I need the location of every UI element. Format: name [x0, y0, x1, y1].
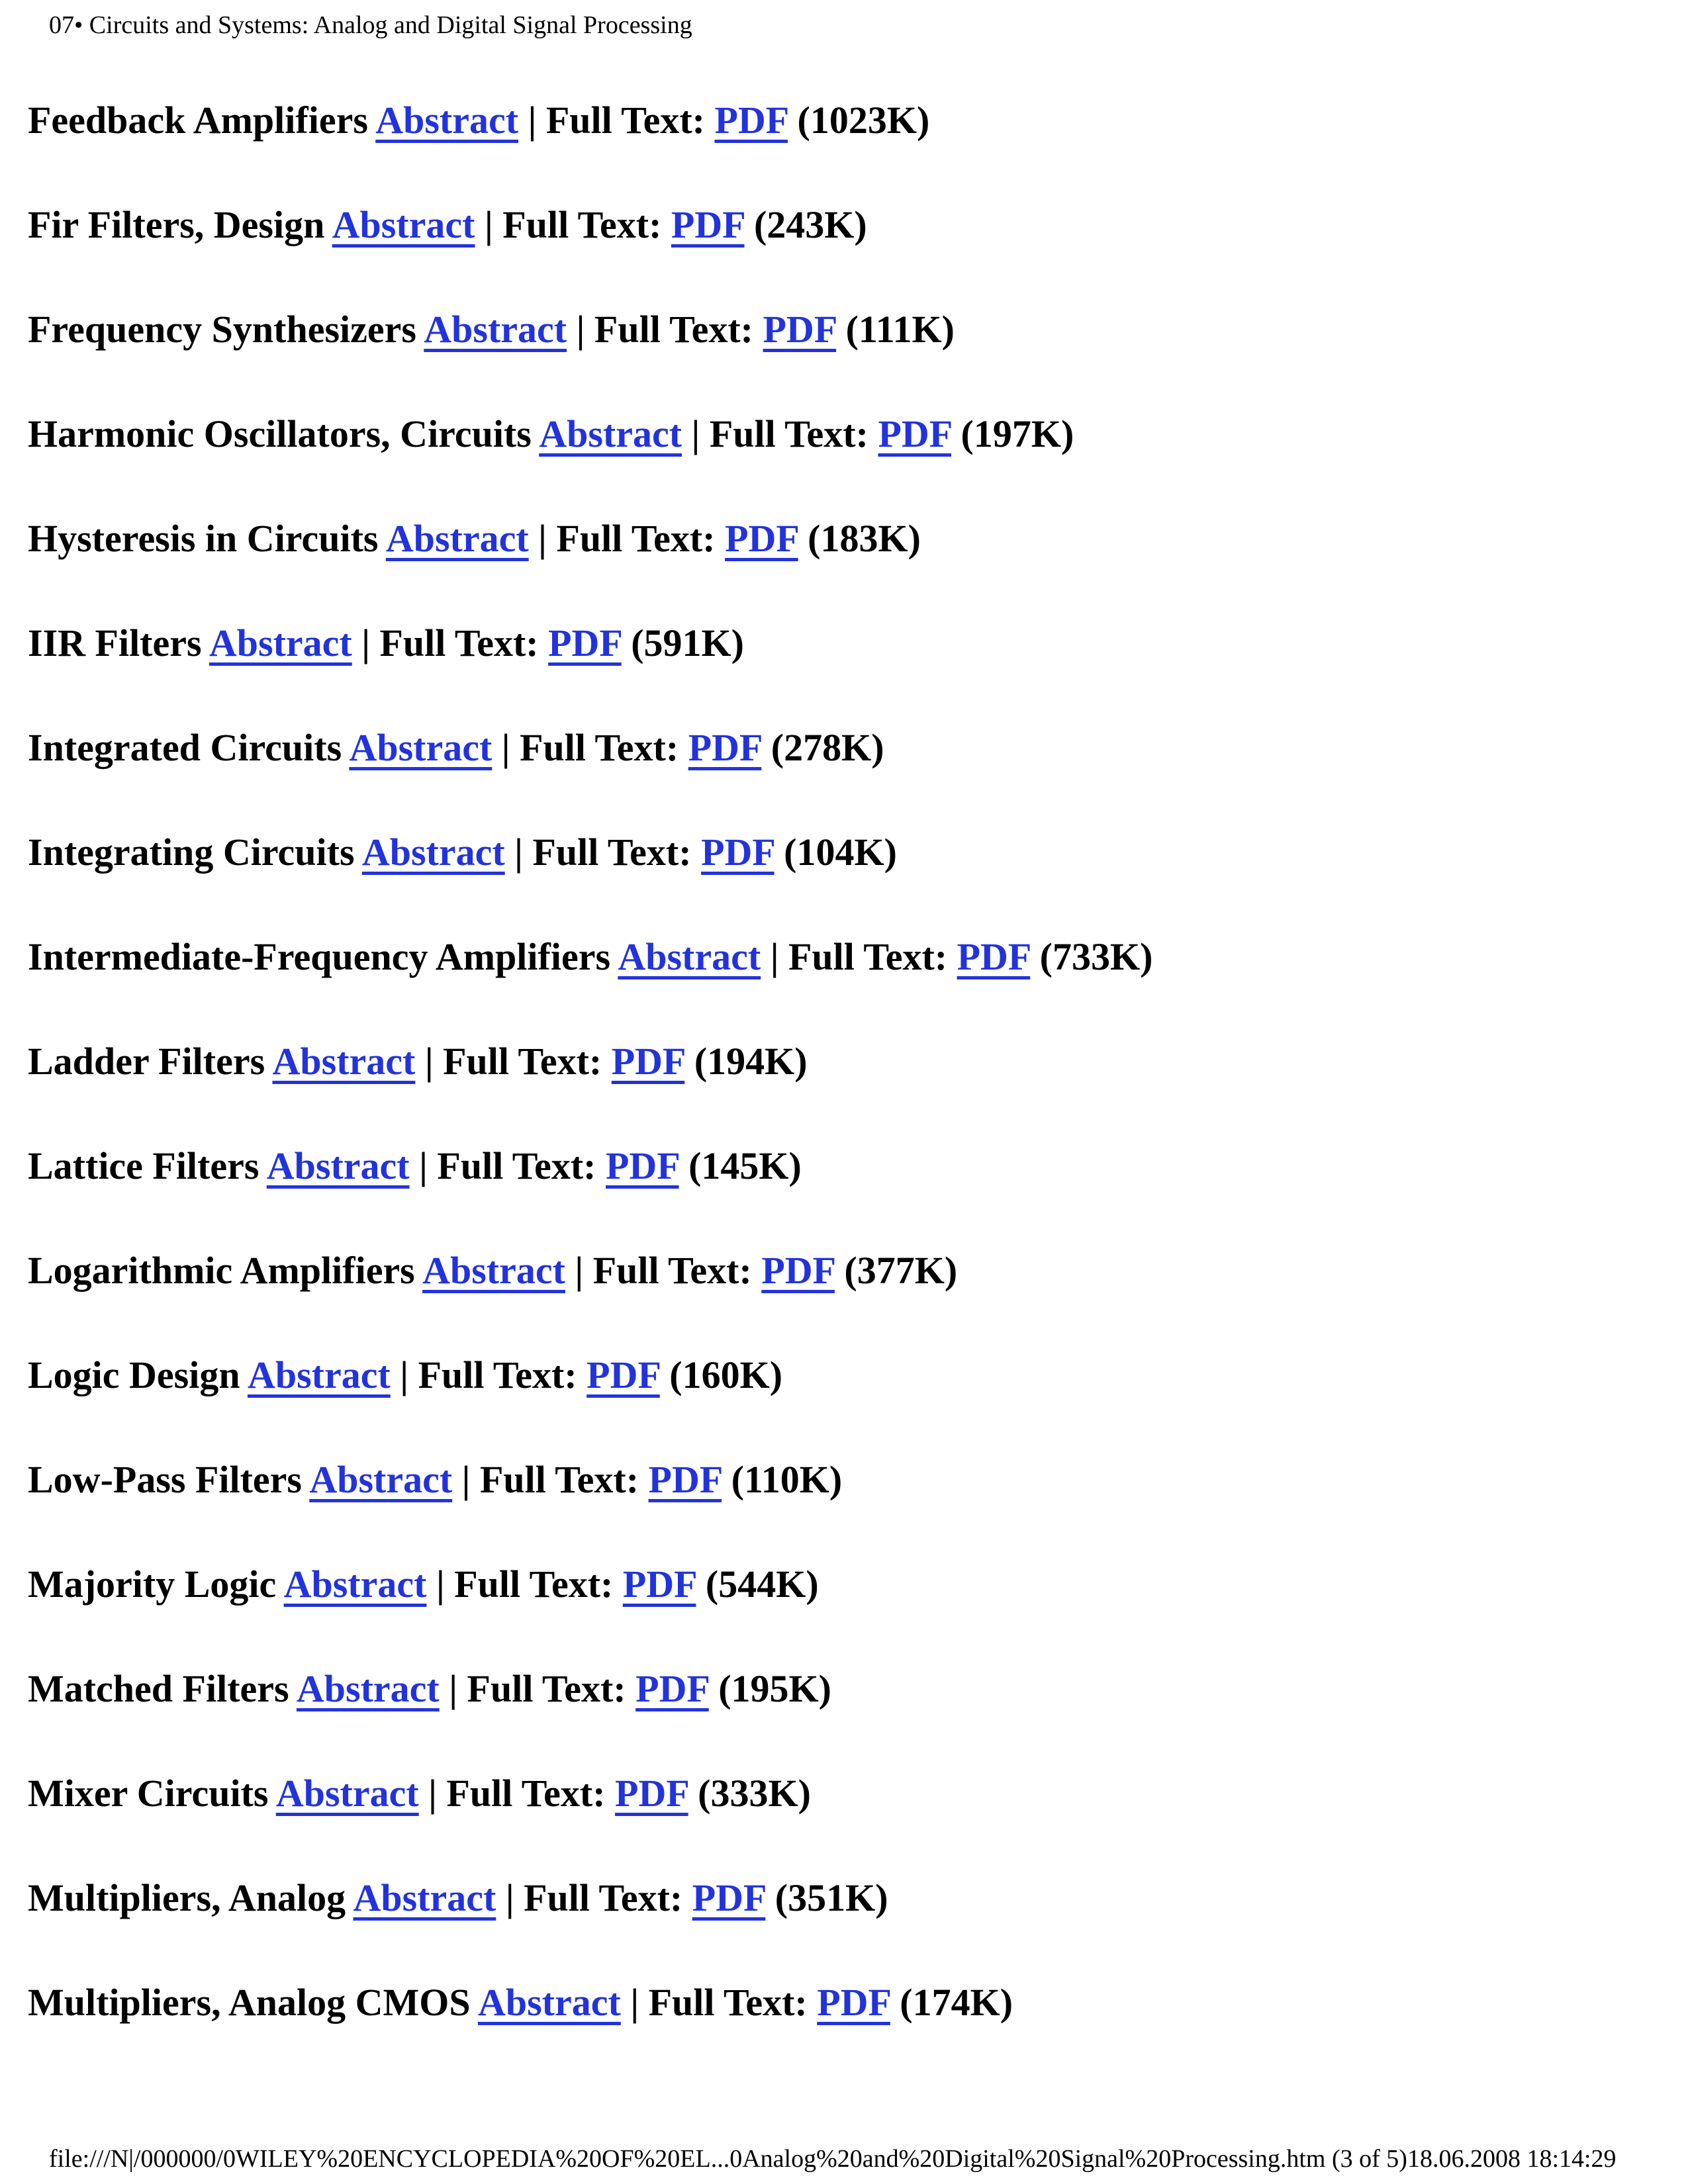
article-entry — [28, 929, 1152, 1034]
full-text-label: Full Text: — [556, 517, 716, 560]
full-text-label: Full Text: — [545, 99, 705, 142]
article-title: Logarithmic Amplifiers — [28, 1249, 415, 1292]
file-size: (195K) — [718, 1667, 831, 1710]
full-text-label: Full Text: — [524, 1876, 683, 1919]
article-entry — [28, 302, 1152, 406]
article-entry — [28, 1243, 1152, 1347]
article-title: Frequency Synthesizers — [28, 308, 416, 351]
file-size: (333K) — [698, 1772, 811, 1815]
abstract-link[interactable]: Abstract — [422, 1249, 565, 1292]
abstract-link[interactable]: Abstract — [539, 412, 682, 455]
separator: | — [400, 1353, 409, 1396]
full-text-label: Full Text: — [532, 831, 692, 874]
article-entry — [28, 1975, 1152, 2079]
abstract-link[interactable]: Abstract — [618, 935, 761, 978]
file-size: (278K) — [771, 726, 884, 769]
pdf-link[interactable]: PDF — [548, 621, 622, 664]
pdf-link[interactable]: PDF — [761, 1249, 835, 1292]
article-entry — [28, 511, 1152, 615]
pdf-link[interactable]: PDF — [714, 99, 788, 142]
file-size: (197K) — [961, 412, 1074, 455]
separator: | — [514, 831, 523, 874]
article-entry — [28, 1870, 1152, 1975]
separator: | — [770, 935, 779, 978]
separator: | — [361, 621, 370, 664]
full-text-label: Full Text: — [479, 1458, 639, 1501]
pdf-link[interactable]: PDF — [606, 1144, 679, 1187]
article-title: Lattice Filters — [28, 1144, 259, 1187]
article-title: IIR Filters — [28, 621, 202, 664]
article-title: Low-Pass Filters — [28, 1458, 302, 1501]
separator: | — [630, 1981, 639, 2024]
abstract-link[interactable]: Abstract — [209, 621, 352, 664]
file-size: (160K) — [669, 1353, 783, 1396]
page-header: 07• Circuits and Systems: Analog and Digital Signal Processing — [49, 11, 692, 39]
article-title: Multipliers, Analog — [28, 1876, 346, 1919]
article-title: Matched Filters — [28, 1667, 289, 1710]
file-size: (377K) — [844, 1249, 958, 1292]
pdf-link[interactable]: PDF — [611, 1040, 685, 1083]
file-size: (243K) — [753, 203, 867, 246]
abstract-link[interactable]: Abstract — [296, 1667, 440, 1710]
file-size: (111K) — [845, 308, 955, 351]
separator: | — [691, 412, 700, 455]
abstract-link[interactable]: Abstract — [247, 1353, 391, 1396]
article-title: Hysteresis in Circuits — [28, 517, 379, 560]
full-text-label: Full Text: — [594, 308, 753, 351]
file-size: (104K) — [784, 831, 897, 874]
abstract-link[interactable]: Abstract — [309, 1458, 453, 1501]
abstract-link[interactable]: Abstract — [332, 203, 475, 246]
article-entry — [28, 1034, 1152, 1138]
page-footer: file:///N|/000000/0WILEY%20ENCYCLOPEDIA%20OF%20EL...0Analog%20and%20Digital%20Signal%20Processing.htm (3 of 5)18.06.2008 18:14:29 — [49, 2145, 1617, 2173]
article-entry — [28, 1347, 1152, 1452]
separator: | — [424, 1040, 434, 1083]
full-text-label: Full Text: — [467, 1667, 626, 1710]
abstract-link[interactable]: Abstract — [353, 1876, 496, 1919]
article-entry — [28, 93, 1152, 197]
pdf-link[interactable]: PDF — [586, 1353, 660, 1396]
separator: | — [449, 1667, 458, 1710]
article-title: Harmonic Oscillators, Circuits — [28, 412, 532, 455]
abstract-link[interactable]: Abstract — [361, 831, 505, 874]
article-title: Fir Filters, Design — [28, 203, 325, 246]
article-entry — [28, 1138, 1152, 1243]
abstract-link[interactable]: Abstract — [375, 99, 519, 142]
article-title: Multipliers, Analog CMOS — [28, 1981, 471, 2024]
separator: | — [501, 726, 510, 769]
pdf-link[interactable]: PDF — [615, 1772, 688, 1815]
article-title: Majority Logic — [28, 1563, 277, 1606]
abstract-link[interactable]: Abstract — [266, 1144, 410, 1187]
full-text-label: Full Text: — [418, 1353, 577, 1396]
full-text-label: Full Text: — [709, 412, 868, 455]
file-size: (733K) — [1039, 935, 1153, 978]
abstract-link[interactable]: Abstract — [275, 1772, 419, 1815]
separator: | — [428, 1772, 437, 1815]
file-size: (110K) — [731, 1458, 843, 1501]
separator: | — [538, 517, 547, 560]
article-title: Logic Design — [28, 1353, 240, 1396]
article-entry — [28, 1766, 1152, 1870]
separator: | — [505, 1876, 514, 1919]
separator: | — [575, 1249, 584, 1292]
separator: | — [576, 308, 585, 351]
file-size: (591K) — [631, 621, 744, 664]
article-entry — [28, 615, 1152, 720]
separator: | — [461, 1458, 471, 1501]
abstract-link[interactable]: Abstract — [272, 1040, 416, 1083]
separator: | — [485, 203, 493, 246]
pdf-link[interactable]: PDF — [817, 1981, 890, 2024]
file-size: (351K) — [774, 1876, 888, 1919]
article-title: Ladder Filters — [28, 1040, 265, 1083]
pdf-link[interactable]: PDF — [648, 1458, 722, 1501]
file-size: (183K) — [808, 517, 921, 560]
pdf-link[interactable]: PDF — [622, 1563, 696, 1606]
article-title: Integrating Circuits — [28, 831, 355, 874]
full-text-label: Full Text: — [454, 1563, 614, 1606]
abstract-link[interactable]: Abstract — [283, 1563, 427, 1606]
pdf-link[interactable]: PDF — [671, 203, 745, 246]
separator: | — [436, 1563, 445, 1606]
pdf-link[interactable]: PDF — [635, 1667, 709, 1710]
pdf-link[interactable]: PDF — [688, 726, 762, 769]
separator: | — [419, 1144, 428, 1187]
abstract-link[interactable]: Abstract — [385, 517, 529, 560]
article-entry — [28, 406, 1152, 511]
article-entry — [28, 720, 1152, 825]
pdf-link[interactable]: PDF — [878, 412, 952, 455]
file-size: (194K) — [694, 1040, 808, 1083]
abstract-link[interactable]: Abstract — [477, 1981, 621, 2024]
article-entry — [28, 197, 1152, 302]
full-text-label: Full Text: — [592, 1249, 752, 1292]
full-text-label: Full Text: — [648, 1981, 808, 2024]
separator: | — [528, 99, 537, 142]
full-text-label: Full Text: — [446, 1772, 606, 1815]
full-text-label: Full Text: — [437, 1144, 596, 1187]
article-entry — [28, 1557, 1152, 1661]
article-entry — [28, 1452, 1152, 1557]
abstract-link[interactable]: Abstract — [424, 308, 567, 351]
article-title: Integrated Circuits — [28, 726, 342, 769]
article-entry — [28, 1661, 1152, 1766]
article-list — [28, 93, 1152, 2079]
file-size: (544K) — [705, 1563, 819, 1606]
pdf-link[interactable]: PDF — [957, 935, 1031, 978]
article-entry — [28, 825, 1152, 929]
full-text-label: Full Text: — [443, 1040, 602, 1083]
full-text-label: Full Text: — [520, 726, 679, 769]
article-title: Intermediate-Frequency Amplifiers — [28, 935, 611, 978]
article-title: Mixer Circuits — [28, 1772, 269, 1815]
pdf-link[interactable]: PDF — [725, 517, 798, 560]
file-size: (1023K) — [797, 99, 930, 142]
abstract-link[interactable]: Abstract — [349, 726, 492, 769]
article-title: Feedback Amplifiers — [28, 99, 368, 142]
file-size: (145K) — [688, 1144, 802, 1187]
full-text-label: Full Text: — [788, 935, 948, 978]
file-size: (174K) — [900, 1981, 1013, 2024]
full-text-label: Full Text: — [502, 203, 662, 246]
pdf-link[interactable]: PDF — [692, 1876, 766, 1919]
pdf-link[interactable]: PDF — [763, 308, 837, 351]
pdf-link[interactable]: PDF — [701, 831, 774, 874]
full-text-label: Full Text: — [379, 621, 539, 664]
